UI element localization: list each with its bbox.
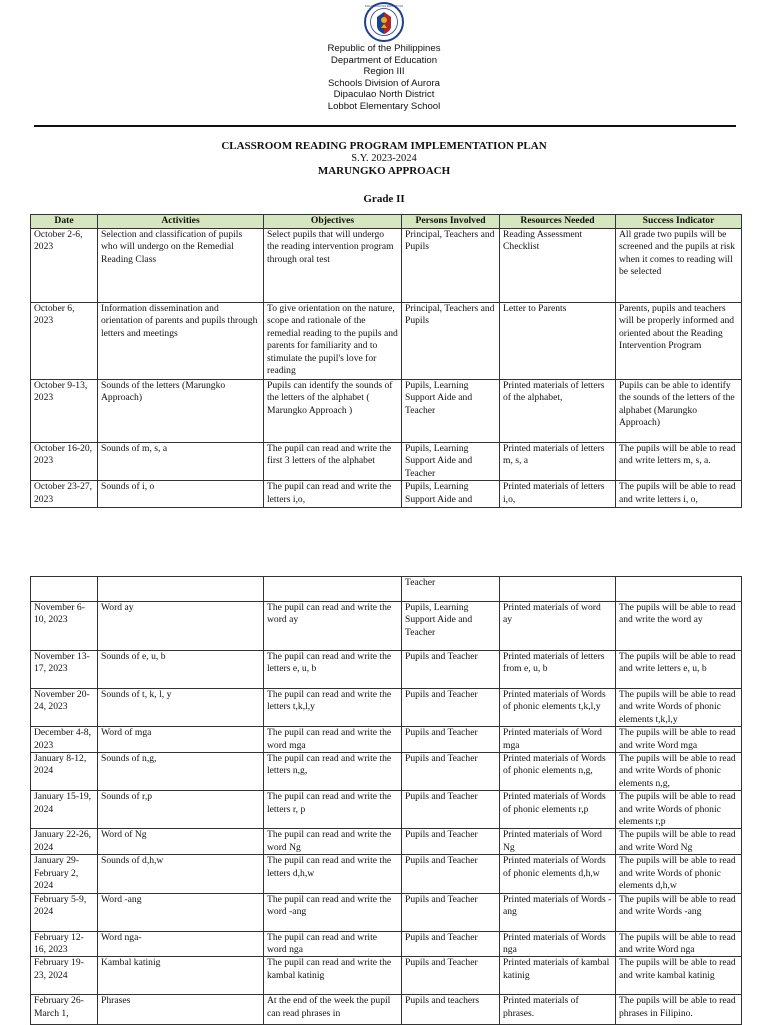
cell-persons: Pupils, Learning Support Aide and <box>402 481 500 508</box>
cell-date: February 12-16, 2023 <box>31 931 98 957</box>
cell-persons: Teacher <box>402 577 500 602</box>
table-row <box>31 602 742 651</box>
cell-objectives: Pupils can identify the sounds of the letters of the alphabet ( Marungko Approach ) <box>264 380 402 443</box>
cell-date: January 29-February 2, 2024 <box>31 855 98 893</box>
header-line: Schools Division of Aurora <box>328 77 440 89</box>
cell-resources: Printed materials of phrases. <box>500 995 616 1025</box>
table-row <box>31 727 742 753</box>
document-title: CLASSROOM READING PROGRAM IMPLEMENTATION PLAN <box>221 140 547 152</box>
cell-resources: Printed materials of Words of phonic elements r,p <box>500 791 616 829</box>
implementation-table-page1 <box>30 214 742 508</box>
cell-date: January 15-19, 2024 <box>31 791 98 829</box>
cell-resources: Printed materials of Words nga <box>500 931 616 957</box>
cell-activities: Sounds of e, u, b <box>98 651 264 689</box>
table-row <box>31 443 742 481</box>
cell-activities: Word of mga <box>98 727 264 753</box>
cell-date: December 4-8, 2023 <box>31 727 98 753</box>
cell-objectives: The pupil can read and write the kambal katinig <box>264 957 402 995</box>
cell-persons: Pupils and Teacher <box>402 753 500 791</box>
cell-persons: Pupils and Teacher <box>402 931 500 957</box>
implementation-table-page2 <box>30 576 742 1025</box>
table-row <box>31 229 742 303</box>
cell-activities: Sounds of r,p <box>98 791 264 829</box>
cell-date <box>31 577 98 602</box>
cell-resources: Printed materials of Words -ang <box>500 893 616 931</box>
cell-indicator: The pupils will be able to read and write kambal katinig <box>616 957 742 995</box>
cell-resources: Letter to Parents <box>500 303 616 380</box>
table-row <box>31 689 742 727</box>
seal-label: KAGAWARAN NG EDUKASYON <box>364 5 404 9</box>
cell-resources: Printed materials of Words of phonic elements t,k,l,y <box>500 689 616 727</box>
cell-date: October 9-13, 2023 <box>31 380 98 443</box>
cell-date: January 22-26, 2024 <box>31 829 98 855</box>
cell-resources: Printed materials of Words of phonic elements d,h,w <box>500 855 616 893</box>
cell-resources <box>500 577 616 602</box>
cell-objectives: The pupil can read and write word nga <box>264 931 402 957</box>
cell-resources: Printed materials of letters from e, u, b <box>500 651 616 689</box>
cell-objectives: The pupil can read and write the letters r, p <box>264 791 402 829</box>
cell-indicator: The pupils will be able to read and write letters m, s, a. <box>616 443 742 481</box>
cell-persons: Pupils and Teacher <box>402 651 500 689</box>
col-header-objectives: Objectives <box>264 215 402 229</box>
header-line: Lobbot Elementary School <box>327 100 441 112</box>
cell-objectives: The pupil can read and write the letters d,h,w <box>264 855 402 893</box>
approach-title: MARUNGKO APPROACH <box>317 165 451 177</box>
cell-resources: Reading Assessment Checklist <box>500 229 616 303</box>
cell-date: October 6, 2023 <box>31 303 98 380</box>
cell-date: January 8-12, 2024 <box>31 753 98 791</box>
cell-indicator: The pupils will be able to read and write Word mga <box>616 727 742 753</box>
cell-indicator: The pupils will be able to read and write Words of phonic elements r,p <box>616 791 742 829</box>
cell-resources: Printed materials of Word Ng <box>500 829 616 855</box>
cell-resources: Printed materials of word ay <box>500 602 616 651</box>
cell-objectives: Select pupils that will undergo the reading intervention program through oral test <box>264 229 402 303</box>
cell-objectives: The pupil can read and write the letters i,o, <box>264 481 402 508</box>
cell-indicator: The pupils will be able to read phrases in Filipino. <box>616 995 742 1025</box>
cell-indicator: The pupils will be able to read and write Words of phonic elements n,g, <box>616 753 742 791</box>
cell-persons: Pupils and Teacher <box>402 689 500 727</box>
cell-persons: Pupils and Teacher <box>402 829 500 855</box>
cell-indicator: The pupils will be able to read and write letters i, o, <box>616 481 742 508</box>
table-header-row <box>31 215 742 229</box>
cell-persons: Principal, Teachers and Pupils <box>402 229 500 303</box>
cell-activities: Word nga- <box>98 931 264 957</box>
cell-date: November 6-10, 2023 <box>31 602 98 651</box>
cell-indicator: The pupils will be able to read and write Words of phonic elements d,h,w <box>616 855 742 893</box>
cell-persons: Pupils, Learning Support Aide and Teacher <box>402 602 500 651</box>
cell-activities: Information dissemination and orientation of parents and pupils through letters and meetings <box>98 303 264 380</box>
cell-activities: Sounds of m, s, a <box>98 443 264 481</box>
table-row <box>31 303 742 380</box>
header-line: Department of Education <box>330 54 438 66</box>
cell-objectives: At the end of the week the pupil can read phrases in <box>264 995 402 1025</box>
cell-date: February 5-9, 2024 <box>31 893 98 931</box>
table-row <box>31 957 742 995</box>
cell-activities: Sounds of n,g, <box>98 753 264 791</box>
cell-indicator: Pupils can be able to identify the sounds of the letters of the alphabet (Marungko Approach) <box>616 380 742 443</box>
cell-activities: Sounds of t, k, l, y <box>98 689 264 727</box>
cell-objectives: The pupil can read and write the word Ng <box>264 829 402 855</box>
table-row <box>31 651 742 689</box>
col-header-persons: Persons Involved <box>402 215 500 229</box>
cell-indicator: The pupils will be able to read and write Words -ang <box>616 893 742 931</box>
cell-persons: Pupils and Teacher <box>402 893 500 931</box>
table-row <box>31 995 742 1025</box>
cell-activities <box>98 577 264 602</box>
cell-objectives: To give orientation on the nature, scope and rationale of the remedial reading to the pupils and parents for familiarity and to stimulate the pupil's love for reading <box>264 303 402 380</box>
cell-objectives: The pupil can read and write the word -ang <box>264 893 402 931</box>
cell-date: October 2-6, 2023 <box>31 229 98 303</box>
cell-resources: Printed materials of kambal katinig <box>500 957 616 995</box>
cell-activities: Sounds of the letters (Marungko Approach) <box>98 380 264 443</box>
cell-objectives: The pupil can read and write the letters n,g, <box>264 753 402 791</box>
cell-indicator: All grade two pupils will be screened and the pupils at risk when it comes to reading will be selected <box>616 229 742 303</box>
header-line: Region III <box>363 66 405 78</box>
cell-persons: Pupils and Teacher <box>402 957 500 995</box>
cell-activities: Sounds of i, o <box>98 481 264 508</box>
cell-resources: Printed materials of Word mga <box>500 727 616 753</box>
cell-persons: Principal, Teachers and Pupils <box>402 303 500 380</box>
cell-indicator: The pupils will be able to read and write Words of phonic elements t,k,l,y <box>616 689 742 727</box>
cell-persons: Pupils and Teacher <box>402 791 500 829</box>
col-header-date: Date <box>31 215 98 229</box>
cell-indicator: The pupils will be able to read and write the word ay <box>616 602 742 651</box>
cell-date: November 20-24, 2023 <box>31 689 98 727</box>
cell-activities: Selection and classification of pupils who will undergo on the Remedial Reading Class <box>98 229 264 303</box>
cell-objectives <box>264 577 402 602</box>
cell-persons: Pupils and Teacher <box>402 855 500 893</box>
cell-indicator <box>616 577 742 602</box>
col-header-activities: Activities <box>98 215 264 229</box>
header-line: Dipaculao North District <box>333 89 435 101</box>
cell-objectives: The pupil can read and write the word mga <box>264 727 402 753</box>
cell-date: February 26-March 1, <box>31 995 98 1025</box>
cell-persons: Pupils and Teacher <box>402 727 500 753</box>
cell-objectives: The pupil can read and write the letters e, u, b <box>264 651 402 689</box>
cell-date: November 13-17, 2023 <box>31 651 98 689</box>
cell-resources: Printed materials of letters of the alphabet, <box>500 380 616 443</box>
header-line: Republic of the Philippines <box>327 43 441 54</box>
col-header-resources: Resources Needed <box>500 215 616 229</box>
table-row <box>31 481 742 508</box>
cell-activities: Kambal katinig <box>98 957 264 995</box>
cell-activities: Phrases <box>98 995 264 1025</box>
cell-date: October 16-20, 2023 <box>31 443 98 481</box>
agency-header <box>0 43 768 113</box>
cell-persons: Pupils, Learning Support Aide and Teacher <box>402 380 500 443</box>
table-row <box>31 577 742 602</box>
school-year: S.Y. 2023-2024 <box>351 153 417 164</box>
table-row <box>31 791 742 829</box>
cell-objectives: The pupil can read and write the word ay <box>264 602 402 651</box>
cell-persons: Pupils, Learning Support Aide and Teacher <box>402 443 500 481</box>
cell-activities: Sounds of d,h,w <box>98 855 264 893</box>
cell-date: February 19-23, 2024 <box>31 957 98 995</box>
cell-indicator: The pupils will be able to read and write Word Ng <box>616 829 742 855</box>
table-row <box>31 829 742 855</box>
table-row <box>31 753 742 791</box>
cell-indicator: Parents, pupils and teachers will be properly informed and oriented about the Reading Intervention Program <box>616 303 742 380</box>
cell-date: October 23-27, 2023 <box>31 481 98 508</box>
cell-activities: Word -ang <box>98 893 264 931</box>
cell-activities: Word of Ng <box>98 829 264 855</box>
cell-resources: Printed materials of Words of phonic elements n,g, <box>500 753 616 791</box>
col-header-indicator: Success Indicator <box>616 215 742 229</box>
cell-activities: Word ay <box>98 602 264 651</box>
table-row <box>31 931 742 957</box>
table-row <box>31 855 742 893</box>
cell-resources: Printed materials of letters i,o, <box>500 481 616 508</box>
header-divider <box>34 125 736 127</box>
cell-resources: Printed materials of letters m, s, a <box>500 443 616 481</box>
deped-seal <box>360 2 408 42</box>
cell-objectives: The pupil can read and write the letters t,k,l,y <box>264 689 402 727</box>
table-row <box>31 893 742 931</box>
cell-indicator: The pupils will be able to read and write Word nga <box>616 931 742 957</box>
cell-objectives: The pupil can read and write the first 3 letters of the alphabet <box>264 443 402 481</box>
grade-label: Grade II <box>363 193 405 205</box>
cell-persons: Pupils and teachers <box>402 995 500 1025</box>
table-row <box>31 380 742 443</box>
cell-indicator: The pupils will be able to read and write letters e, u, b <box>616 651 742 689</box>
